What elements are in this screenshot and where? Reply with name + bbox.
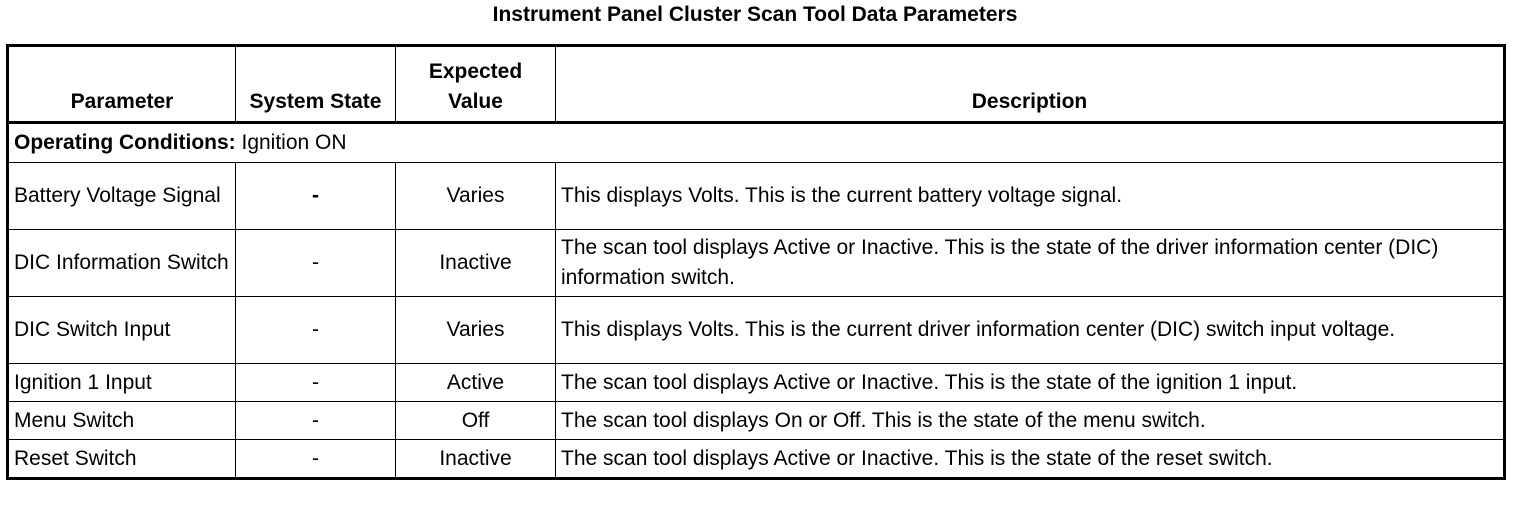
description-cell: This displays Volts. This is the current battery voltage signal.: [556, 163, 1505, 230]
header-system-state: System State: [236, 46, 396, 123]
operating-conditions-label: Operating Conditions:: [14, 131, 236, 154]
header-expected-value: Expected Value: [396, 46, 556, 123]
system-state-cell: -: [236, 297, 396, 364]
description-cell: The scan tool displays Active or Inactive. This is the state of the driver information center (DIC) information switch.: [556, 230, 1505, 297]
parameter-cell: DIC Switch Input: [8, 297, 236, 364]
system-state-cell: -: [236, 440, 396, 479]
table-row: [8, 297, 1505, 364]
expected-value-cell: Off: [396, 402, 556, 440]
parameter-cell: Ignition 1 Input: [8, 364, 236, 402]
parameters-table: [6, 44, 1506, 480]
table-row: [8, 163, 1505, 230]
expected-value-cell: Varies: [396, 163, 556, 230]
operating-conditions-row: [8, 123, 1505, 163]
table-header: [8, 46, 1505, 123]
table-row: [8, 230, 1505, 297]
operating-conditions-value: Ignition ON: [235, 131, 347, 154]
expected-value-cell: Inactive: [396, 440, 556, 479]
description-cell: The scan tool displays On or Off. This is the state of the menu switch.: [556, 402, 1505, 440]
header-parameter: Parameter: [8, 46, 236, 123]
table-row: [8, 440, 1505, 479]
table-row: [8, 402, 1505, 440]
description-cell: This displays Volts. This is the current driver information center (DIC) switch input voltage.: [556, 297, 1505, 364]
header-row: [8, 46, 1505, 123]
parameter-cell: DIC Information Switch: [8, 230, 236, 297]
system-state-cell: -: [236, 230, 396, 297]
parameter-cell: Menu Switch: [8, 402, 236, 440]
system-state-cell: -: [236, 364, 396, 402]
parameter-cell: Battery Voltage Signal: [8, 163, 236, 230]
table-body: [8, 123, 1505, 479]
operating-conditions-cell: [8, 123, 1505, 163]
table-row: [8, 364, 1505, 402]
page-title: Instrument Panel Cluster Scan Tool Data Parameters: [492, 3, 1018, 26]
description-cell: The scan tool displays Active or Inactive. This is the state of the ignition 1 input.: [556, 364, 1505, 402]
expected-value-cell: Varies: [396, 297, 556, 364]
system-state-cell: -: [236, 402, 396, 440]
description-cell: The scan tool displays Active or Inactive. This is the state of the reset switch.: [556, 440, 1505, 479]
expected-value-cell: Active: [396, 364, 556, 402]
parameter-cell: Reset Switch: [8, 440, 236, 479]
system-state-cell: -: [236, 163, 396, 230]
header-description: Description: [556, 46, 1505, 123]
expected-value-cell: Inactive: [396, 230, 556, 297]
